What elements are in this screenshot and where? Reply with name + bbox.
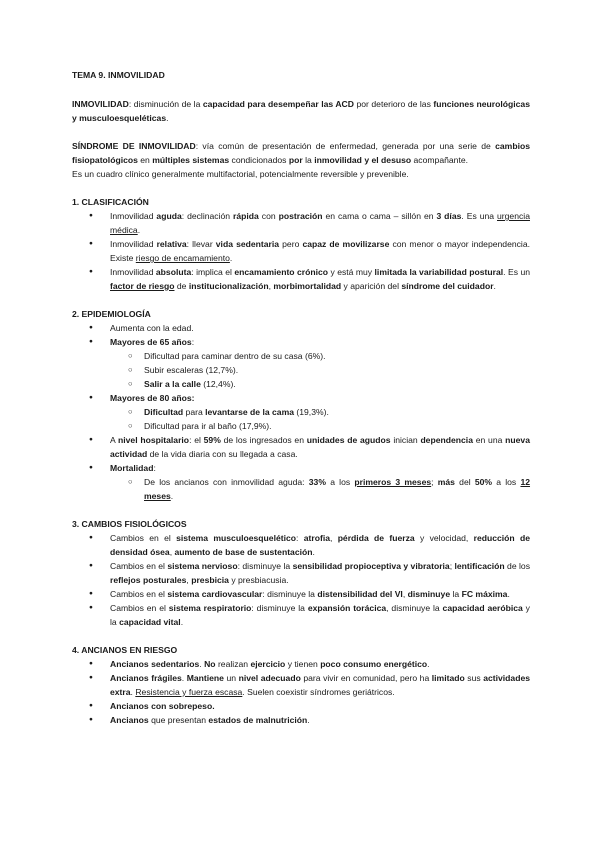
list-item-fragiles: ● Ancianos frágiles. Mantiene un nivel adecuado para vivir en comunidad, pero ha limitado sus actividades extra. Resistencia y fuerza escasa. Suelen coexistir síndromes geriátricos. [72,671,530,699]
cuadro-clinico-text: Es un cuadro clínico generalmente multifactorial, potencialmente reversible y prevenible. [72,169,409,179]
list-item-sobrepeso: ● Ancianos con sobrepeso. [72,699,530,713]
list-item: ● Aumenta con la edad. [72,321,530,335]
list-item-absoluta: ● Inmovilidad absoluta: implica el encamamiento crónico y está muy limitada la variabilidad postural. Es un factor de riesgo de institucionalización, morbimortalidad y aparición del síndrome del cuidador. [72,265,530,293]
list-item-mayores-80: ● Mayores de 80 años: [72,391,530,405]
sub-item: ○ Subir escaleras (12,7%). [72,363,530,377]
section-heading: 1. CLASIFICACIÓN [72,197,149,207]
list-item-mayores-65: ● Mayores de 65 años: [72,335,530,349]
list-item-sedentarios: ● Ancianos sedentarios. No realizan ejercicio y tienen poco consumo energético. [72,657,530,671]
section-heading: 3. CAMBIOS FISIOLÓGICOS [72,519,187,529]
sub-item: ○ Salir a la calle (12,4%). [72,377,530,391]
section-heading: 4. ANCIANOS EN RIESGO [72,645,178,655]
sub-item: ○ De los ancianos con inmovilidad aguda: 33% a los primeros 3 meses; más del 50% a los 12 meses. [72,475,530,503]
list-item-mortalidad: ● Mortalidad: [72,461,530,475]
section-epidemiologia [72,307,530,503]
list-item-nervioso: ● Cambios en el sistema nervioso: disminuye la sensibilidad propioceptiva y vibratoria; lentificación de los reflejos posturales, presbicia y presbiacusia. [72,559,530,587]
sub-item: ○ Dificultad para caminar dentro de su casa (6%). [72,349,530,363]
section-ancianos-en-riesgo [72,643,530,727]
list-item-malnutricion: ● Ancianos que presentan estados de malnutrición. [72,713,530,727]
list-item-hospitalario: ● A nivel hospitalario: el 59% de los ingresados en unidades de agudos inician dependencia en una nueva actividad de la vida diaria con su llegada a casa. [72,433,530,461]
list-item-musculoesqueletico: ● Cambios en el sistema musculoesquelético: atrofia, pérdida de fuerza y velocidad, reducción de densidad ósea, aumento de base de sustentación. [72,531,530,559]
sindrome-definition: SÍNDROME DE INMOVILIDAD: vía común de presentación de enfermedad, generada por una serie de cambios fisiopatológicos en múltiples sistemas condicionados por la inmovilidad y el desuso acompañante. Es un cuadro clínico generalmente multifactorial, potencialmente reversible y prevenible. [72,141,530,179]
document-page [72,68,530,741]
section-clasificacion [72,195,530,293]
list-item-cardiovascular: ● Cambios en el sistema cardiovascular: disminuye la distensibilidad del VI, disminuye la FC máxima. [72,587,530,601]
inmovilidad-definition: INMOVILIDAD: disminución de la capacidad para desempeñar las ACD por deterioro de las funciones neurológicas y musculoesqueléticas. [72,99,530,123]
list-item-aguda: ● Inmovilidad aguda: declinación rápida con postración en cama o cama – sillón en 3 días. Es una urgencia médica. [72,209,530,237]
sub-item: ○ Dificultad para levantarse de la cama (19,3%). [72,405,530,419]
list-item-respiratorio: ● Cambios en el sistema respiratorio: disminuye la expansión torácica, disminuye la capacidad aeróbica y la capacidad vital. [72,601,530,629]
section-heading: 2. EPIDEMIOLOGÍA [72,309,151,319]
list-item-relativa: ● Inmovilidad relativa: llevar vida sedentaria pero capaz de movilizarse con menor o mayor independencia. Existe riesgo de encamamiento. [72,237,530,265]
section-cambios-fisiologicos [72,517,530,629]
sub-item: ○ Dificultad para ir al baño (17,9%). [72,419,530,433]
document-title: TEMA 9. INMOVILIDAD [72,70,165,80]
